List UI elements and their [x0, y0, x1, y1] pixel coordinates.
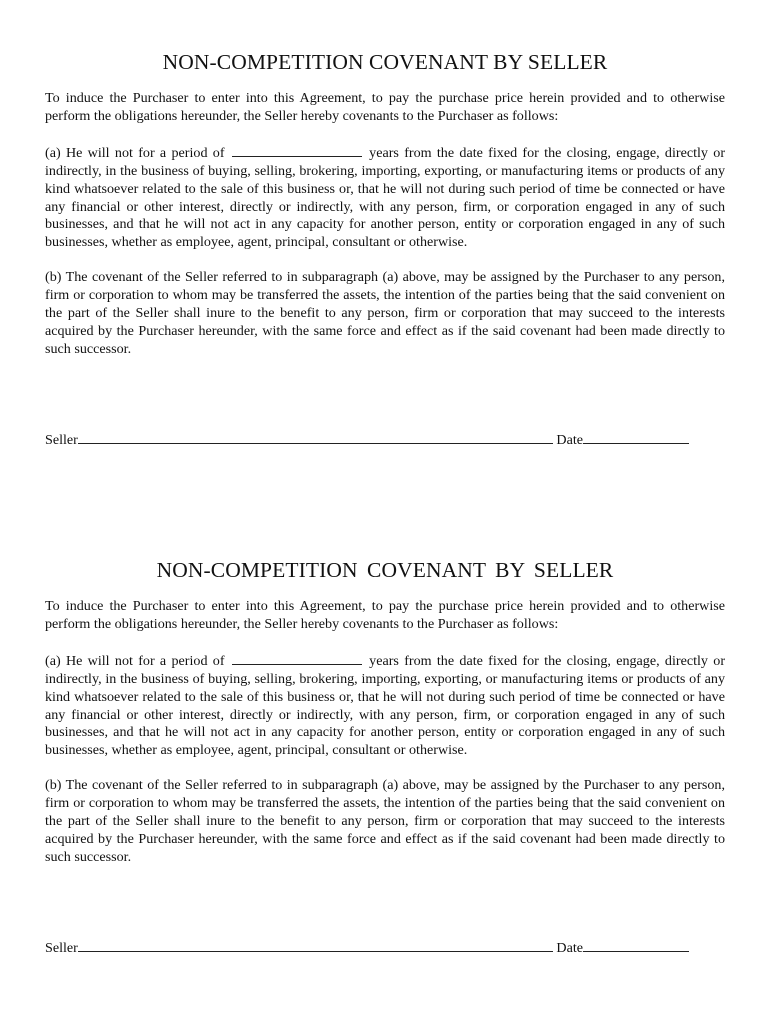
intro-paragraph: To induce the Purchaser to enter into this Agreement, to pay the purchase price herein provided and to otherwise perform the obligations hereunder, the Seller hereby covenants to the Purchaser as follows: — [45, 598, 725, 632]
seller-label: Seller — [45, 432, 78, 448]
form-title: NON-COMPETITION COVENANT BY SELLER — [156, 558, 614, 582]
intro-paragraph: To induce the Purchaser to enter into this Agreement, to pay the purchase price herein provided and to otherwise perform the obligations hereunder, the Seller hereby covenants to the Purchaser as follows: — [45, 90, 725, 124]
covenant-form-1 — [45, 48, 726, 448]
date-line[interactable] — [583, 939, 689, 952]
paragraph-a-lead: (a) He will not for a period of — [45, 652, 225, 669]
paragraph-a-body: years from the date fixed for the closing, engage, directly or indirectly, in the business of buying, selling, brokering, importing, exporting, or manufacturing items or products of any kind whatsoever related to the sale of this business or, that he will not during such period of time be connected or have any financial or other interest, directly or indirectly, with any person, firm, or corporation engaged in any of such businesses, and that he will not act in any capacity for another person, entity or corporation engaged in any of such businesses, whether as employee, agent, principal, consultant or otherwise. — [45, 652, 726, 759]
seller-signature-line[interactable] — [78, 431, 553, 444]
date-line[interactable] — [583, 431, 689, 444]
date-label: Date — [556, 432, 584, 448]
paragraph-a — [45, 652, 725, 760]
signature-row — [45, 431, 689, 449]
signature-row — [45, 939, 689, 957]
paragraph-a — [45, 144, 725, 252]
seller-label: Seller — [45, 940, 78, 956]
paragraph-b: (b) The covenant of the Seller referred to in subparagraph (a) above, may be assigned by the Purchaser to any person, firm or corporation to whom may be transferred the assets, the intention of the parties being that the said convenient on the part of the Seller shall inure to the benefit to any person, firm or corporation that may succeed to the interests acquired by the Purchaser hereunder, with the same force and effect as if the said covenant had been made directly to such successor. — [45, 269, 725, 357]
paragraph-a-lead: (a) He will not for a period of — [45, 144, 225, 161]
paragraph-a-body: years from the date fixed for the closing, engage, directly or indirectly, in the business of buying, selling, brokering, importing, exporting, or manufacturing items or products of any kind whatsoever related to the sale of this business or, that he will not during such period of time be connected or have any financial or other interest, directly or indirectly, with any person, firm, or corporation engaged in any of such businesses, and that he will not act in any capacity for another person, entity or corporation engaged in any of such businesses, whether as employee, agent, principal, consultant or otherwise. — [45, 144, 726, 251]
years-blank-field[interactable] — [232, 144, 362, 157]
covenant-form-2 — [45, 556, 726, 956]
years-blank-field[interactable] — [232, 652, 362, 665]
seller-signature-line[interactable] — [78, 939, 553, 952]
form-title: NON-COMPETITION COVENANT BY SELLER — [162, 50, 608, 74]
date-label: Date — [556, 940, 584, 956]
paragraph-b: (b) The covenant of the Seller referred to in subparagraph (a) above, may be assigned by the Purchaser to any person, firm or corporation to whom may be transferred the assets, the intention of the parties being that the said convenient on the part of the Seller shall inure to the benefit to any person, firm or corporation that may succeed to the interests acquired by the Purchaser hereunder, with the same force and effect as if the said covenant had been made directly to such successor. — [45, 777, 725, 865]
